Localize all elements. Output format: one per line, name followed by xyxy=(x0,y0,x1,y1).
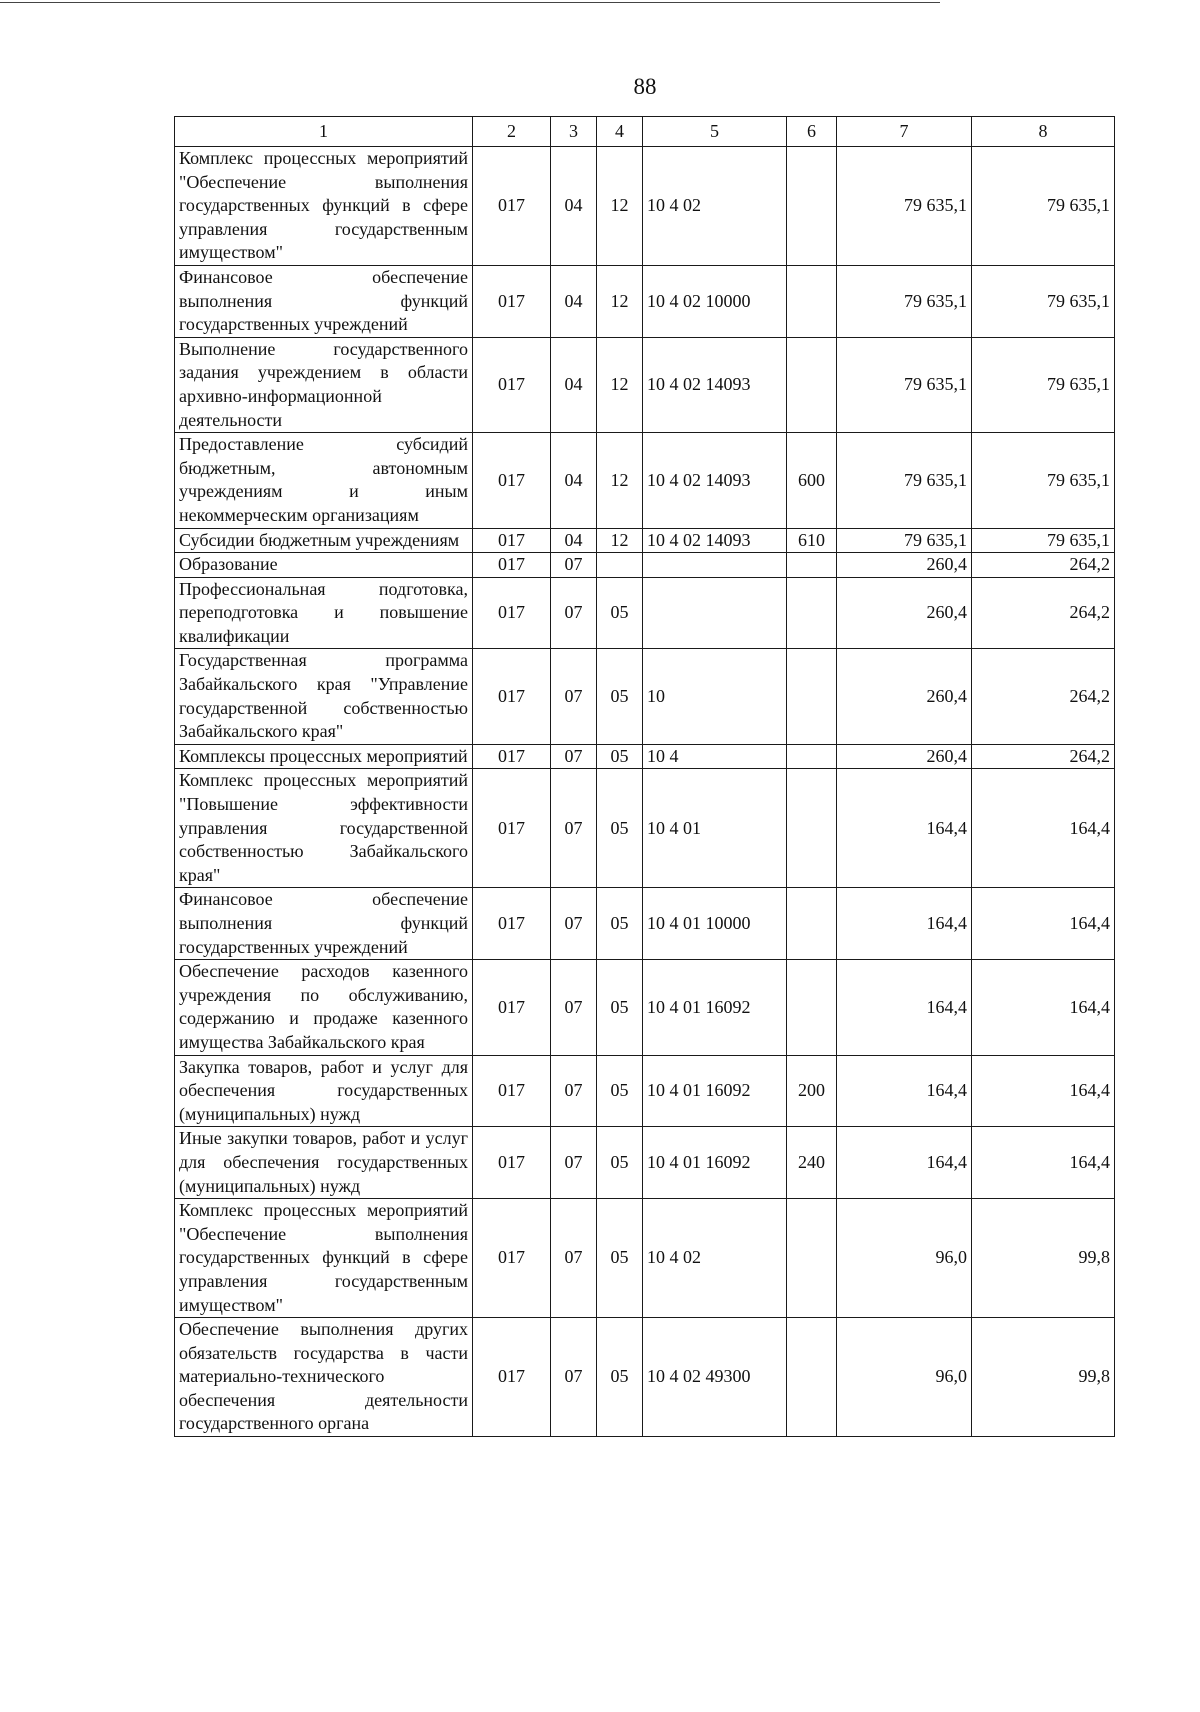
amount-year-2-cell: 264,2 xyxy=(972,649,1115,744)
amount-year-2-cell: 164,4 xyxy=(972,1127,1115,1199)
amount-year-2-cell: 79 635,1 xyxy=(972,337,1115,432)
amount-year-2-cell: 264,2 xyxy=(972,553,1115,578)
amount-year-2-cell: 164,4 xyxy=(972,888,1115,960)
amount-year-1-cell: 164,4 xyxy=(837,1127,972,1199)
expense-name-cell: Финансовое обеспечение выполнения функций государственных учреждений xyxy=(175,888,473,960)
ministry-code-cell: 017 xyxy=(473,147,551,266)
table-row xyxy=(175,528,1115,553)
section-code-cell: 07 xyxy=(551,1127,597,1199)
table-row xyxy=(175,960,1115,1055)
section-code-cell: 04 xyxy=(551,433,597,528)
expense-type-code-cell xyxy=(787,147,837,266)
amount-year-1-cell: 164,4 xyxy=(837,769,972,888)
amount-year-1-cell: 164,4 xyxy=(837,1055,972,1127)
ministry-code-cell: 017 xyxy=(473,553,551,578)
amount-year-1-cell: 260,4 xyxy=(837,649,972,744)
amount-year-2-cell: 79 635,1 xyxy=(972,147,1115,266)
amount-year-2-cell: 79 635,1 xyxy=(972,528,1115,553)
page-number: 88 xyxy=(633,74,657,99)
target-item-code-cell: 10 4 01 xyxy=(643,769,787,888)
subsection-code-cell: 05 xyxy=(597,649,643,744)
amount-year-1-cell: 260,4 xyxy=(837,744,972,769)
table-row xyxy=(175,433,1115,528)
table-body xyxy=(175,147,1115,1437)
section-code-cell: 07 xyxy=(551,649,597,744)
expense-name-cell: Профессиональная подготовка, переподготовка и повышение квалификации xyxy=(175,577,473,649)
section-code-cell: 04 xyxy=(551,337,597,432)
subsection-code-cell: 05 xyxy=(597,769,643,888)
subsection-code-cell: 05 xyxy=(597,888,643,960)
ministry-code-cell: 017 xyxy=(473,888,551,960)
section-code-cell: 04 xyxy=(551,528,597,553)
subsection-code-cell: 12 xyxy=(597,433,643,528)
section-code-cell: 07 xyxy=(551,888,597,960)
section-code-cell: 07 xyxy=(551,744,597,769)
target-item-code-cell: 10 xyxy=(643,649,787,744)
expense-name-cell: Комплекс процессных мероприятий "Обеспечение выполнения государственных функций в сфере управления государственным имуществом" xyxy=(175,1199,473,1318)
budget-table xyxy=(174,116,1115,1437)
table-row xyxy=(175,577,1115,649)
ministry-code-cell: 017 xyxy=(473,1318,551,1437)
amount-year-1-cell: 79 635,1 xyxy=(837,265,972,337)
table-row xyxy=(175,649,1115,744)
expense-type-code-cell xyxy=(787,960,837,1055)
ministry-code-cell: 017 xyxy=(473,960,551,1055)
expense-type-code-cell xyxy=(787,1318,837,1437)
target-item-code-cell xyxy=(643,553,787,578)
expense-type-code-cell: 600 xyxy=(787,433,837,528)
section-code-cell: 07 xyxy=(551,553,597,578)
section-code-cell: 04 xyxy=(551,147,597,266)
ministry-code-cell: 017 xyxy=(473,337,551,432)
section-code-cell: 04 xyxy=(551,265,597,337)
amount-year-2-cell: 164,4 xyxy=(972,1055,1115,1127)
amount-year-1-cell: 96,0 xyxy=(837,1318,972,1437)
column-header-7: 7 xyxy=(837,117,972,147)
amount-year-1-cell: 164,4 xyxy=(837,888,972,960)
subsection-code-cell: 05 xyxy=(597,1055,643,1127)
expense-name-cell: Комплекс процессных мероприятий "Обеспечение выполнения государственных функций в сфере управления государственным имуществом" xyxy=(175,147,473,266)
expense-name-cell: Комплексы процессных мероприятий xyxy=(175,744,473,769)
amount-year-1-cell: 260,4 xyxy=(837,553,972,578)
amount-year-1-cell: 164,4 xyxy=(837,960,972,1055)
section-code-cell: 07 xyxy=(551,1199,597,1318)
amount-year-2-cell: 164,4 xyxy=(972,960,1115,1055)
amount-year-1-cell: 79 635,1 xyxy=(837,433,972,528)
ministry-code-cell: 017 xyxy=(473,1055,551,1127)
expense-name-cell: Государственная программа Забайкальского края "Управление государственной собственностью Забайкальского края" xyxy=(175,649,473,744)
amount-year-1-cell: 260,4 xyxy=(837,577,972,649)
expense-name-cell: Субсидии бюджетным учреждениям xyxy=(175,528,473,553)
column-header-5: 5 xyxy=(643,117,787,147)
subsection-code-cell: 05 xyxy=(597,1318,643,1437)
target-item-code-cell: 10 4 02 49300 xyxy=(643,1318,787,1437)
table-row xyxy=(175,1318,1115,1437)
expense-type-code-cell xyxy=(787,649,837,744)
header-row xyxy=(175,117,1115,147)
column-header-1: 1 xyxy=(175,117,473,147)
expense-type-code-cell xyxy=(787,337,837,432)
amount-year-1-cell: 79 635,1 xyxy=(837,528,972,553)
table-row xyxy=(175,1199,1115,1318)
ministry-code-cell: 017 xyxy=(473,1127,551,1199)
table-row xyxy=(175,337,1115,432)
amount-year-2-cell: 264,2 xyxy=(972,744,1115,769)
expense-name-cell: Финансовое обеспечение выполнения функций государственных учреждений xyxy=(175,265,473,337)
expense-type-code-cell xyxy=(787,1199,837,1318)
expense-type-code-cell xyxy=(787,265,837,337)
expense-name-cell: Комплекс процессных мероприятий "Повышение эффективности управления государственной собственностью Забайкальского края" xyxy=(175,769,473,888)
expense-type-code-cell: 200 xyxy=(787,1055,837,1127)
table-row xyxy=(175,744,1115,769)
section-code-cell: 07 xyxy=(551,1318,597,1437)
expense-name-cell: Предоставление субсидий бюджетным, автономным учреждениям и иным некоммерческим организациям xyxy=(175,433,473,528)
target-item-code-cell: 10 4 02 xyxy=(643,1199,787,1318)
amount-year-2-cell: 164,4 xyxy=(972,769,1115,888)
ministry-code-cell: 017 xyxy=(473,1199,551,1318)
target-item-code-cell: 10 4 02 14093 xyxy=(643,433,787,528)
ministry-code-cell: 017 xyxy=(473,528,551,553)
table-row xyxy=(175,888,1115,960)
target-item-code-cell: 10 4 01 10000 xyxy=(643,888,787,960)
target-item-code-cell: 10 4 xyxy=(643,744,787,769)
expense-type-code-cell xyxy=(787,744,837,769)
section-code-cell: 07 xyxy=(551,577,597,649)
subsection-code-cell: 05 xyxy=(597,577,643,649)
expense-name-cell: Обеспечение расходов казенного учреждения по обслуживанию, содержанию и продаже казенного имущества Забайкальского края xyxy=(175,960,473,1055)
target-item-code-cell: 10 4 02 10000 xyxy=(643,265,787,337)
ministry-code-cell: 017 xyxy=(473,265,551,337)
expense-name-cell: Иные закупки товаров, работ и услуг для обеспечения государственных (муниципальных) нужд xyxy=(175,1127,473,1199)
table-row xyxy=(175,1055,1115,1127)
ministry-code-cell: 017 xyxy=(473,769,551,888)
expense-name-cell: Обеспечение выполнения других обязательств государства в части материально-технического обеспечения деятельности государственного органа xyxy=(175,1318,473,1437)
expense-type-code-cell xyxy=(787,553,837,578)
amount-year-1-cell: 79 635,1 xyxy=(837,337,972,432)
subsection-code-cell: 05 xyxy=(597,1127,643,1199)
table-row xyxy=(175,265,1115,337)
target-item-code-cell xyxy=(643,577,787,649)
table-row xyxy=(175,1127,1115,1199)
expense-type-code-cell xyxy=(787,769,837,888)
amount-year-2-cell: 79 635,1 xyxy=(972,433,1115,528)
table-row xyxy=(175,769,1115,888)
expense-name-cell: Выполнение государственного задания учреждением в области архивно-информационной деятельности xyxy=(175,337,473,432)
expense-type-code-cell: 240 xyxy=(787,1127,837,1199)
column-header-2: 2 xyxy=(473,117,551,147)
amount-year-1-cell: 96,0 xyxy=(837,1199,972,1318)
column-header-6: 6 xyxy=(787,117,837,147)
target-item-code-cell: 10 4 02 14093 xyxy=(643,337,787,432)
amount-year-2-cell: 79 635,1 xyxy=(972,265,1115,337)
expense-type-code-cell xyxy=(787,577,837,649)
section-code-cell: 07 xyxy=(551,1055,597,1127)
column-header-3: 3 xyxy=(551,117,597,147)
expense-name-cell: Образование xyxy=(175,553,473,578)
target-item-code-cell: 10 4 01 16092 xyxy=(643,1127,787,1199)
ministry-code-cell: 017 xyxy=(473,744,551,769)
ministry-code-cell: 017 xyxy=(473,577,551,649)
subsection-code-cell: 12 xyxy=(597,147,643,266)
column-header-8: 8 xyxy=(972,117,1115,147)
section-code-cell: 07 xyxy=(551,960,597,1055)
expense-name-cell: Закупка товаров, работ и услуг для обеспечения государственных (муниципальных) нужд xyxy=(175,1055,473,1127)
top-rule xyxy=(0,2,940,3)
subsection-code-cell: 12 xyxy=(597,265,643,337)
section-code-cell: 07 xyxy=(551,769,597,888)
subsection-code-cell: 05 xyxy=(597,744,643,769)
amount-year-2-cell: 264,2 xyxy=(972,577,1115,649)
amount-year-2-cell: 99,8 xyxy=(972,1318,1115,1437)
target-item-code-cell: 10 4 01 16092 xyxy=(643,960,787,1055)
expense-type-code-cell: 610 xyxy=(787,528,837,553)
subsection-code-cell: 12 xyxy=(597,337,643,432)
target-item-code-cell: 10 4 01 16092 xyxy=(643,1055,787,1127)
subsection-code-cell: 05 xyxy=(597,960,643,1055)
amount-year-2-cell: 99,8 xyxy=(972,1199,1115,1318)
ministry-code-cell: 017 xyxy=(473,433,551,528)
subsection-code-cell xyxy=(597,553,643,578)
amount-year-1-cell: 79 635,1 xyxy=(837,147,972,266)
table-row xyxy=(175,147,1115,266)
subsection-code-cell: 12 xyxy=(597,528,643,553)
table-row xyxy=(175,553,1115,578)
target-item-code-cell: 10 4 02 14093 xyxy=(643,528,787,553)
column-header-4: 4 xyxy=(597,117,643,147)
subsection-code-cell: 05 xyxy=(597,1199,643,1318)
expense-type-code-cell xyxy=(787,888,837,960)
ministry-code-cell: 017 xyxy=(473,649,551,744)
target-item-code-cell: 10 4 02 xyxy=(643,147,787,266)
